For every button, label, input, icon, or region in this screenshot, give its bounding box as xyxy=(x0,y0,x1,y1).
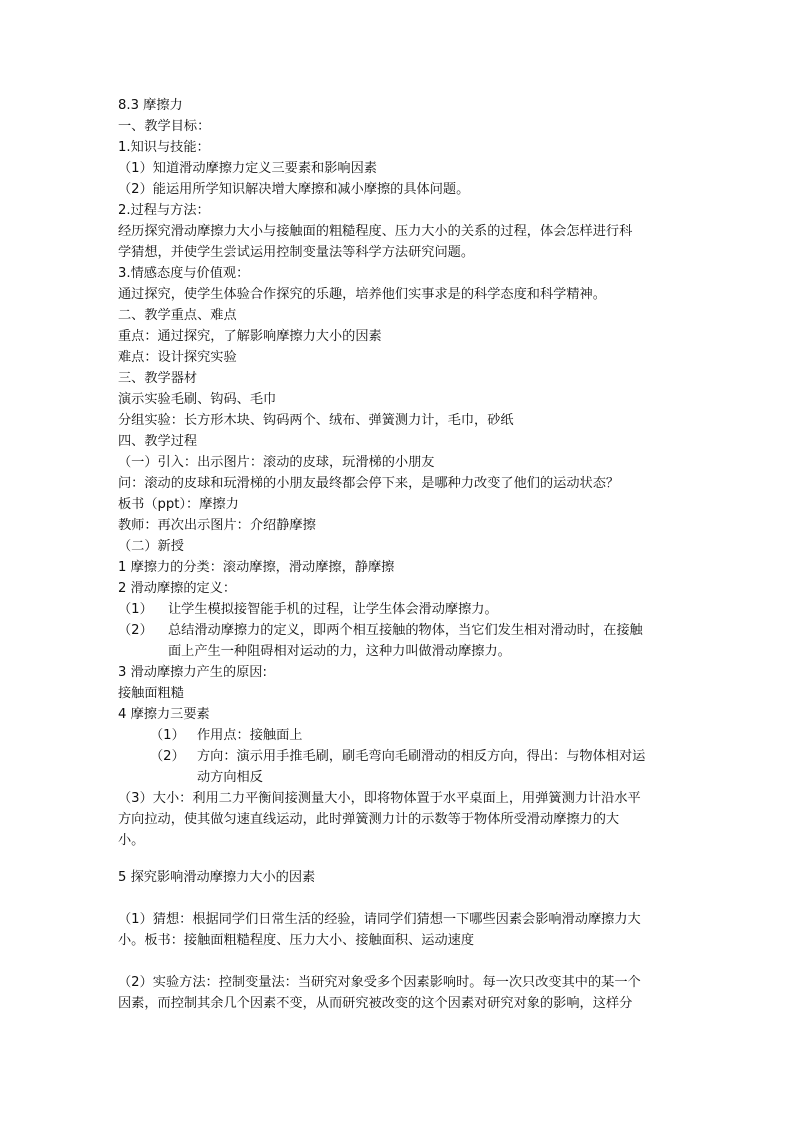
paragraph-line: 通过探究，使学生体验合作探究的乐趣，培养他们实事求是的科学态度和科学精神。 xyxy=(118,287,606,302)
paragraph-line: （1）猜想：根据同学们日常生活的经验，请同学们猜想一下哪些因素会影响滑动摩擦力大 xyxy=(118,912,641,927)
item-text-continued: 面上产生一种阻碍相对运动的力，这种力叫做滑动摩擦力。 xyxy=(168,644,511,659)
item-text: 作用点：接触面上 xyxy=(197,728,303,743)
item-text-continued: 动方向相反 xyxy=(197,770,263,785)
section-heading-process: 四、教学过程 xyxy=(118,434,198,449)
section-heading-key-points: 二、教学重点、难点 xyxy=(118,308,237,323)
equipment-item: 分组实验：长方形木块、钩码两个、绒布、弹簧测力计，毛巾，砂纸 xyxy=(118,413,514,428)
paragraph-line: 方向拉动，使其做匀速直线运动，此时弹簧测力计的示数等于物体所受滑动摩擦力的大 xyxy=(118,812,620,827)
paragraph-line: 因素，而控制其余几个因素不变，从而研究被改变的这个因素对研究对象的影响，这样分 xyxy=(118,996,633,1011)
paragraph-line: 学猜想，并使学生尝试运用控制变量法等科学方法研究问题。 xyxy=(118,245,475,260)
section-heading-objectives: 一、教学目标： xyxy=(118,119,211,134)
subsection-heading: 5 探究影响滑动摩擦力大小的因素 xyxy=(118,870,316,885)
paragraph-line: 3 滑动摩擦力产生的原因: xyxy=(118,665,267,680)
paragraph-line: 4 摩擦力三要素 xyxy=(118,707,210,722)
paragraph-line: （一）引入：出示图片：滚动的皮球，玩滑梯的小朋友 xyxy=(118,455,435,470)
paragraph-line: 小。板书：接触面粗糙程度、压力大小、接触面积、运动速度 xyxy=(118,933,475,948)
paragraph-line: 2 滑动摩擦的定义： xyxy=(118,581,237,596)
item-number: （2） xyxy=(150,749,185,764)
key-point: 重点：通过探究，了解影响摩擦力大小的因素 xyxy=(118,329,382,344)
paragraph-line: 1 摩擦力的分类：滚动摩擦，滑动摩擦，静摩擦 xyxy=(118,560,395,575)
paragraph-line: 经历探究滑动摩擦力大小与接触面的粗糙程度、压力大小的关系的过程，体会怎样进行科 xyxy=(118,224,633,239)
paragraph-line: 教师：再次出示图片：介绍静摩擦 xyxy=(118,518,316,533)
section-heading-equipment: 三、教学器材 xyxy=(118,371,198,386)
subheading-attitudes: 3.情感态度与价值观： xyxy=(118,266,250,281)
subsection-heading: （二）新授 xyxy=(118,539,184,554)
equipment-item: 演示实验毛刷、钩码、毛巾 xyxy=(118,392,277,407)
paragraph-line: （2）实验方法：控制变量法：当研究对象受多个因素影响时。每一次只改变其中的某一个 xyxy=(118,975,641,990)
item-number: （2） xyxy=(118,623,153,638)
paragraph-line: 板书（ppt）：摩擦力 xyxy=(118,497,239,512)
objective-item: （1）知道滑动摩擦力定义三要素和影响因素 xyxy=(118,161,377,176)
item-text: 让学生模拟接智能手机的过程，让学生体会滑动摩擦力。 xyxy=(168,602,498,617)
objective-item: （2）能运用所学知识解决增大摩擦和减小摩擦的具体问题。 xyxy=(118,182,470,197)
difficult-point: 难点：设计探究实验 xyxy=(118,350,237,365)
item-text: 方向：演示用手推毛刷，刷毛弯向毛刷滑动的相反方向，得出：与物体相对运 xyxy=(197,749,646,764)
item-number: （1） xyxy=(118,602,153,617)
paragraph-line: 问：滚动的皮球和玩滑梯的小朋友最终都会停下来，是哪种力改变了他们的运动状态？ xyxy=(118,476,620,491)
subheading-knowledge-skills: 1.知识与技能： xyxy=(118,140,210,155)
paragraph-line: 小。 xyxy=(118,833,145,848)
subheading-process-methods: 2.过程与方法： xyxy=(118,203,210,218)
lesson-title: 8.3 摩擦力 xyxy=(118,98,183,113)
paragraph-line: 接触面粗糙 xyxy=(118,686,184,701)
item-number: （1） xyxy=(150,728,185,743)
item-text: 总结滑动摩擦力的定义，即两个相互接触的物体，当它们发生相对滑动时，在接触 xyxy=(168,623,643,638)
paragraph-line: （3）大小：利用二力平衡间接测量大小，即将物体置于水平桌面上，用弹簧测力计沿水平 xyxy=(118,791,641,806)
